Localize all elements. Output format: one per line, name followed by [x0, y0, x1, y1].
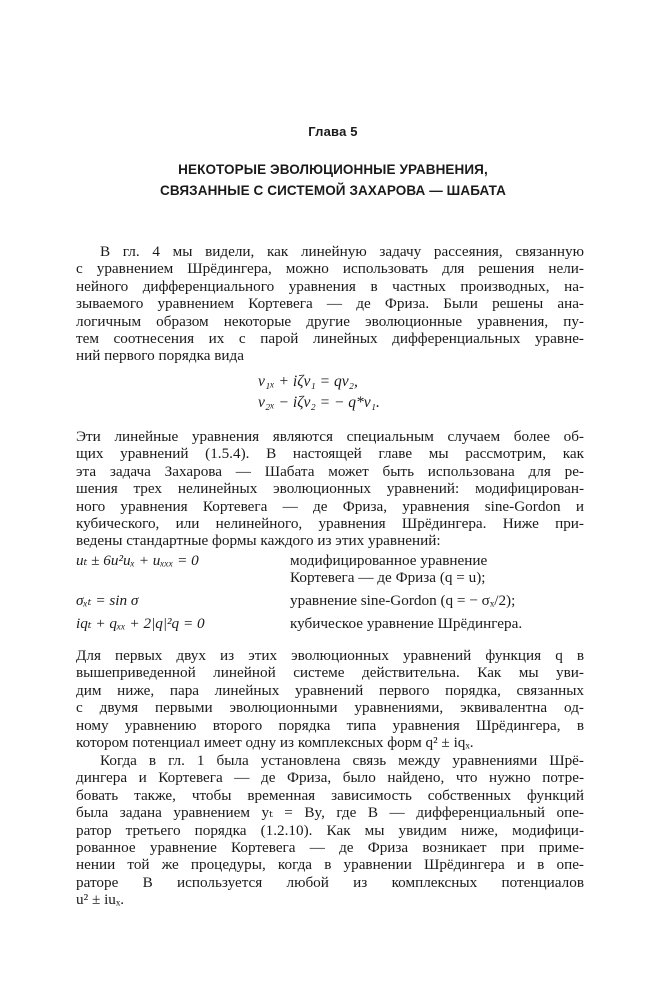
paragraph-intro [76, 243, 584, 365]
text-line: тем соотнесения их с парой линейных дифференциальных уравне- [76, 330, 584, 348]
equation-description-line: модифицированное уравнение [290, 552, 488, 569]
text-line: с уравнением Шрёдингера, можно использовать для решения нели- [76, 260, 584, 278]
system-equation: v₁ₓ + iζv₁ = qv₂, [258, 373, 358, 390]
text-line: раторе B используется любой из комплексных потенциалов [76, 873, 584, 891]
text-line: нейного дифференциального уравнения в частных производных, на- [76, 277, 584, 295]
chapter-title [0, 159, 666, 201]
equation-description [290, 592, 515, 609]
text-line: Когда в гл. 1 была установлена связь между уравнениями Шрё- [100, 752, 584, 769]
text-line: рованное уравнение Кортевега — де Фриза возникает при приме- [76, 839, 584, 857]
text-line: Для первых двух из этих эволюционных уравнений функция q в [76, 647, 584, 664]
chapter-title-line: НЕКОТОРЫЕ ЭВОЛЮЦИОННЫЕ УРАВНЕНИЯ, [178, 162, 488, 177]
text-line: ний первого порядка вида [76, 347, 245, 365]
text-line: логичным образом некоторые другие эволюционные уравнения, пу- [76, 312, 584, 330]
text-line: бовать также, чтобы временная зависимость собственных функций [76, 786, 584, 804]
equation-description-line: кубическое уравнение Шрёдингера. [290, 615, 523, 632]
text-line: u² ± iuₓ. [76, 891, 125, 909]
text-line: ведены стандартные формы каждого из этих уравнений: [76, 532, 441, 550]
chapter-title-line: СВЯЗАННЫЕ С СИСТЕМОЙ ЗАХАРОВА — ШАБАТА [160, 183, 506, 198]
equation-description [290, 615, 522, 632]
text-line: была задана уравнением yₜ = By, где B — дифференциальный опе- [76, 804, 584, 822]
text-line: В гл. 4 мы видели, как линейную задачу рассеяния, связанную [100, 243, 584, 260]
text-line: котором потенциал имеет одну из комплексных форм q² ± iqₓ. [76, 734, 474, 752]
equation-formula: iqₜ + qₓₓ + 2|q|²q = 0 [76, 615, 205, 632]
text-line: дим ниже, пара линейных уравнений первого порядка, связанных [76, 681, 584, 699]
text-line: Эти линейные уравнения являются специальным случаем более об- [76, 428, 584, 445]
text-line: ному уравнению второго порядка типа уравнения Шрёдингера, в [76, 716, 584, 734]
equation-formula: σₓₜ = sin σ [76, 592, 139, 609]
text-line: дингера и Кортевега — де Фриза, было найдено, что нужно потре- [76, 769, 584, 787]
paragraph-potential [76, 647, 584, 751]
text-line: шения трех нелинейных эволюционных уравнений: модифицирован- [76, 480, 584, 498]
equation-description-line: уравнение sine-Gordon (q = − σₓ/2); [290, 592, 516, 609]
text-line: щих уравнений (1.5.4). В настоящей главе мы рассмотрим, как [76, 445, 584, 463]
text-line: вышеприведенной линейной системе действительна. Как мы уви- [76, 664, 584, 682]
system-equation: v₂ₓ − iζv₂ = − q*v₁. [258, 394, 380, 411]
text-line: с двумя первыми эволюционными уравнениями, эквивалентна од- [76, 699, 584, 717]
equation-description-line: Кортевега — де Фриза (q = u); [290, 569, 486, 587]
text-line: эта задача Захарова — Шабата может быть использована для ре- [76, 462, 584, 480]
text-line: нении той же процедуры, когда в уравнении Шрёдингера и в опе- [76, 856, 584, 874]
chapter-label: Глава 5 [308, 124, 358, 139]
text-line: ратор третьего порядка (1.2.10). Как мы увидим ниже, модифици- [76, 821, 584, 839]
equation-formula: uₜ ± 6u²uₓ + uₓₓₓ = 0 [76, 552, 199, 569]
text-line: зываемого уравнением Кортевега — де Фриза. Были решены ана- [76, 295, 584, 313]
equation-description [290, 552, 487, 587]
zakharov-shabat-system [258, 371, 380, 413]
paragraph-standard-forms [76, 428, 584, 550]
paragraph-connection [76, 752, 584, 909]
text-line: кубического, или нелинейного, уравнения Шрёдингера. Ниже при- [76, 515, 584, 533]
text-line: ного уравнения Кортевега — де Фриза, уравнения sine-Gordon и [76, 497, 584, 515]
